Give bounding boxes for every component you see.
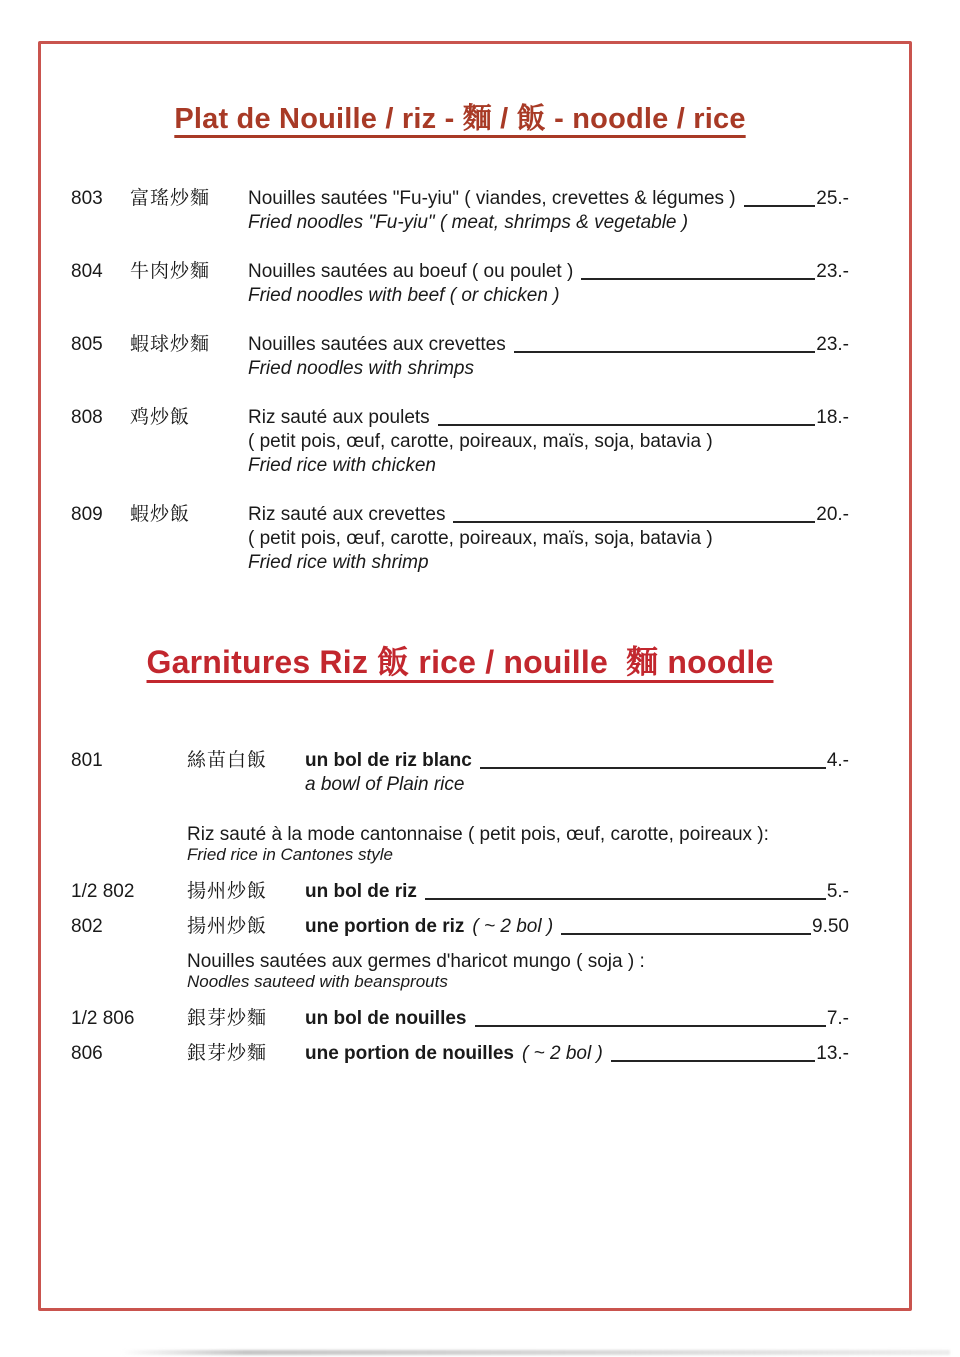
section-title-garnitures: Garnitures Riz 飯 rice / nouille 麵 noodle — [146, 644, 774, 680]
item-price: 5.- — [826, 881, 849, 902]
item-main — [248, 187, 849, 235]
price-leader-line — [480, 766, 826, 769]
item-price: 23.- — [816, 334, 849, 355]
price-leader-line — [514, 350, 816, 353]
item-main — [248, 260, 849, 308]
item-chinese-name: 揚州炒飯 — [187, 881, 268, 902]
price-leader-line — [611, 1059, 815, 1062]
item-code: 802 — [71, 916, 103, 937]
item-name-line — [305, 880, 849, 904]
menu-item-804 — [71, 260, 849, 308]
item-name-line — [248, 503, 849, 527]
item-main — [305, 1042, 849, 1066]
item-name: un bol de riz — [305, 881, 417, 902]
item-main — [305, 1007, 849, 1031]
price-leader-line — [425, 897, 826, 900]
note-english: Noodles sauteed with beansprouts — [187, 972, 448, 991]
menu-item-806 — [71, 1042, 849, 1066]
item-translation: Fried noodles with beef ( or chicken ) — [248, 285, 560, 306]
item-portion-note: ( ~ 2 bol ) — [522, 1043, 603, 1064]
item-name-line — [248, 187, 849, 211]
item-chinese-name: 富瑤炒麵 — [130, 188, 211, 209]
item-code: 803 — [71, 188, 103, 209]
item-portion-note: ( ~ 2 bol ) — [472, 916, 554, 937]
item-code: 806 — [71, 1043, 103, 1064]
item-translation: Fried rice with chicken — [248, 455, 436, 476]
price-leader-line — [438, 423, 816, 426]
item-name-line — [305, 1007, 849, 1031]
item-ingredients: ( petit pois, œuf, carotte, poireaux, maïs, soja, batavia ) — [248, 431, 713, 452]
item-price: 18.- — [816, 407, 849, 428]
item-name-line — [248, 406, 849, 430]
item-name: une portion de riz — [305, 916, 465, 937]
item-name-line — [305, 1042, 849, 1066]
note-french: Riz sauté à la mode cantonnaise ( petit pois, œuf, carotte, poireaux ): — [187, 824, 769, 845]
item-name: Nouilles sautées aux crevettes — [248, 334, 506, 355]
item-code: 804 — [71, 261, 103, 282]
note-beansprout-noodles — [187, 952, 849, 991]
item-translation: Fried noodles "Fu-yiu" ( meat, shrimps & vegetable ) — [248, 212, 689, 233]
item-chinese-name: 牛肉炒麵 — [130, 261, 211, 282]
item-main — [305, 749, 849, 797]
item-price: 20.- — [816, 504, 849, 525]
item-code: 809 — [71, 504, 103, 525]
item-chinese-name: 蝦球炒麵 — [130, 334, 211, 355]
item-main — [248, 333, 849, 381]
item-main — [305, 880, 849, 904]
note-cantonese-rice — [187, 825, 849, 864]
item-code: 805 — [71, 334, 103, 355]
item-price: 23.- — [816, 261, 849, 282]
menu-item-half-802 — [71, 880, 849, 904]
item-chinese-name: 揚州炒飯 — [187, 916, 268, 937]
price-leader-line — [581, 277, 815, 280]
menu-page-border — [38, 41, 912, 1311]
item-chinese-name: 銀芽炒麵 — [187, 1008, 268, 1029]
item-code: 1/2 806 — [71, 1008, 135, 1029]
note-french: Nouilles sautées aux germes d'haricot mungo ( soja ) : — [187, 951, 645, 972]
item-code: 1/2 802 — [71, 881, 135, 902]
scan-edge-shadow — [120, 1350, 950, 1355]
item-price: 7.- — [826, 1008, 849, 1029]
item-price: 9.50 — [812, 916, 849, 937]
menu-item-803 — [71, 187, 849, 235]
menu-item-802 — [71, 915, 849, 939]
item-price: 25.- — [816, 188, 849, 209]
price-leader-line — [561, 932, 811, 935]
menu-item-808 — [71, 406, 849, 478]
item-name-line — [248, 260, 849, 284]
item-translation: a bowl of Plain rice — [305, 774, 465, 795]
price-leader-line — [475, 1024, 826, 1027]
item-price: 4.- — [826, 750, 849, 771]
section-garnitures — [71, 749, 849, 1066]
item-chinese-name: 絲苗白飯 — [187, 750, 268, 771]
item-main — [248, 406, 849, 478]
item-name: un bol de nouilles — [305, 1008, 467, 1029]
menu-item-half-806 — [71, 1007, 849, 1031]
section-noodle-rice — [71, 187, 849, 575]
item-name-line — [305, 749, 849, 773]
item-code: 801 — [71, 750, 103, 771]
item-translation: Fried rice with shrimp — [248, 552, 429, 573]
item-chinese-name: 銀芽炒麵 — [187, 1043, 268, 1064]
item-name-line — [248, 333, 849, 357]
item-name-line — [305, 915, 849, 939]
item-chinese-name: 鸡炒飯 — [130, 407, 191, 428]
menu-item-801 — [71, 749, 849, 797]
price-leader-line — [453, 520, 815, 523]
item-chinese-name: 蝦炒飯 — [130, 504, 191, 525]
item-main — [248, 503, 849, 575]
note-english: Fried rice in Cantones style — [187, 845, 393, 864]
section-title-noodle-rice: Plat de Nouille / riz - 麵 / 飯 - noodle / rice — [174, 103, 746, 135]
item-code: 808 — [71, 407, 103, 428]
item-translation: Fried noodles with shrimps — [248, 358, 474, 379]
item-ingredients: ( petit pois, œuf, carotte, poireaux, maïs, soja, batavia ) — [248, 528, 713, 549]
menu-item-805 — [71, 333, 849, 381]
item-name: Nouilles sautées au boeuf ( ou poulet ) — [248, 261, 574, 282]
item-main — [305, 915, 849, 939]
price-leader-line — [744, 204, 816, 207]
item-name: Nouilles sautées "Fu-yiu" ( viandes, crevettes & légumes ) — [248, 188, 736, 209]
item-name: Riz sauté aux crevettes — [248, 504, 446, 525]
item-name: une portion de nouilles — [305, 1043, 514, 1064]
item-name: un bol de riz blanc — [305, 750, 472, 771]
menu-item-809 — [71, 503, 849, 575]
item-name: Riz sauté aux poulets — [248, 407, 430, 428]
item-price: 13.- — [816, 1043, 849, 1064]
